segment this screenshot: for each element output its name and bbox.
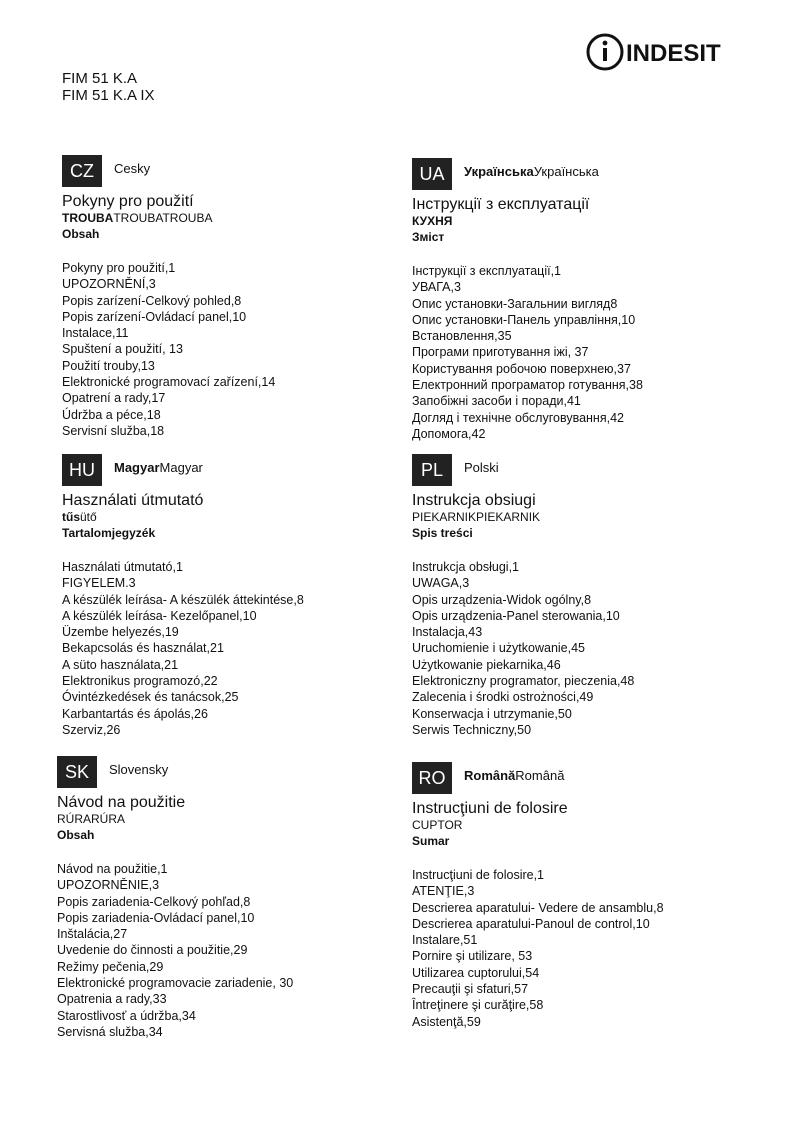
toc-entry: Elektronikus programozó,22 [62,674,218,689]
language-code-badge: HU [62,454,102,486]
toc-entry: UWAGA,3 [412,576,470,591]
product-name: PIEKARNIKPIEKARNIK [412,510,541,524]
toc-entry: Instalare,51 [412,933,478,948]
toc-entry: Uruchomienie i użytkowanie,45 [412,641,586,656]
section-title: Instrukcja obsiugi [412,492,536,509]
toc-entry: Întreţinere şi curăţire,58 [412,998,544,1013]
toc-entry: Opis urządzenia-Widok ogólny,8 [412,592,592,607]
contents-heading: Spis treści [412,526,473,540]
section-title: Instrucţiuni de folosire [412,800,568,817]
toc-entry: УВАГА,3 [412,280,461,295]
toc-entry: Descrierea aparatului- Vedere de ansamblu,8 [412,900,664,915]
product-name: tűsütő [62,510,97,524]
toc-entry: Óvintézkedések és tanácsok,25 [62,690,239,705]
language-name: RomânăRomână [464,768,565,783]
toc-entry: Opatrenia a rady,33 [57,992,167,1007]
section-title: Návod na použitie [57,794,186,811]
language-name: Slovensky [109,762,169,777]
toc-entry: UPOZORNĚNIE,3 [57,878,160,893]
toc-entry: Inštalácia,27 [57,927,128,942]
section-hu [62,454,392,738]
toc-entry: Üzembe helyezés,19 [62,625,179,640]
contents-heading: Obsah [62,227,100,241]
toc-entry: Popis zarízení-Celkový pohled,8 [62,293,242,308]
toc-entry: ATENŢIE,3 [412,884,475,899]
toc-entry: Użytkowanie piekarnika,46 [412,657,561,672]
table-of-contents [62,260,392,439]
model-list [62,70,155,104]
section-title: Pokyny pro použití [62,193,194,210]
product-name: TROUBATROUBATROUBA [62,211,213,225]
toc-entry: Használati útmutató,1 [62,560,183,574]
toc-entry: Pornire şi utilizare, 53 [412,949,533,964]
toc-entry: Asistenţă,59 [412,1014,481,1029]
toc-entry: Konserwacja i utrzymanie,50 [412,706,572,721]
toc-entry: Instrucţiuni de folosire,1 [412,868,545,882]
model-name: FIM 51 K.A [62,70,138,87]
toc-entry: Uvedenie do činnosti a použitie,29 [57,943,248,958]
language-name: Polski [464,460,499,475]
toc-entry: Servisná služba,34 [57,1024,163,1039]
toc-entry: Instalace,11 [62,326,129,341]
toc-entry: Програми приготування іжі, 37 [412,345,589,360]
toc-entry: Popis zariadenia-Celkový pohľad,8 [57,894,251,909]
toc-entry: Starostlivosť a údržba,34 [57,1008,196,1023]
toc-entry: UPOZORNĚNÍ,3 [62,277,156,292]
language-name: Cesky [114,161,151,176]
contents-heading: Sumar [412,834,450,848]
toc-entry: Descrierea aparatului-Panoul de control,10 [412,916,650,931]
toc-entry: A készülék leírása- A készülék áttekintése,8 [62,592,304,607]
indesit-logo [585,30,735,74]
section-pl [412,454,742,738]
language-code-badge: SK [57,756,97,788]
language-name: УкраїнськаУкраїнська [464,164,599,179]
model-name: FIM 51 K.A IX [62,87,155,104]
toc-entry: Popis zariadenia-Ovládací panel,10 [57,910,255,925]
toc-entry: Електронний програматор готування,38 [412,378,643,393]
toc-entry: Догляд і технічне обслуговування,42 [412,410,624,425]
product-name: КУХНЯ [412,214,453,228]
section-ro [412,762,742,1030]
table-of-contents [412,263,742,442]
toc-entry: Spuštení a použití, 13 [62,342,183,357]
toc-entry: Karbantartás és ápolás,26 [62,706,208,721]
section-ua [412,158,742,442]
contents-heading: Зміст [412,230,445,244]
toc-entry: Precauţii şi sfaturi,57 [412,982,529,997]
toc-entry: Інструкції з експлуатації,1 [412,264,561,278]
language-code-badge: RO [412,762,452,794]
toc-entry: Instalacja,43 [412,625,483,640]
toc-entry: Údržba a péce,18 [62,407,161,422]
section-sk [57,756,387,1040]
language-code-badge: UA [412,158,452,190]
toc-entry: Popis zarízení-Ovládací panel,10 [62,309,247,324]
brand-name: INDESIT [626,40,721,67]
toc-entry: Опис установки-Панель управління,10 [412,312,636,327]
toc-entry: A készülék leírása- Kezelőpanel,10 [62,608,257,623]
toc-entry: Serwis Techniczny,50 [412,722,532,737]
toc-entry: Režimy pečenia,29 [57,959,164,974]
contents-heading: Obsah [57,828,95,842]
toc-entry: Použití trouby,13 [62,358,155,373]
toc-entry: Elektronické programovacie zariadenie, 30 [57,976,294,991]
toc-entry: Instrukcja obsługi,1 [412,560,520,574]
toc-entry: Опис установки-Загальнии вигляд8 [412,296,618,311]
toc-entry: FIGYELEM.3 [62,576,136,591]
toc-entry: Opis urządzenia-Panel sterowania,10 [412,608,620,623]
toc-entry: Elektroniczny programator, pieczenia,48 [412,674,635,689]
language-code-badge: PL [412,454,452,486]
toc-entry: Допомога,42 [412,426,486,441]
section-title: Használati útmutató [62,492,204,509]
toc-entry: Користування робочою поверхнею,37 [412,361,631,376]
section-title: Інструкції з експлуатації [412,196,590,213]
toc-entry: Elektronické programovací zařízení,14 [62,375,276,390]
language-code-badge: CZ [62,155,102,187]
product-name: CUPTOR [412,818,463,832]
toc-entry: Встановлення,35 [412,329,512,344]
table-of-contents [62,559,392,738]
toc-entry: Запобіжні засоби і поради,41 [412,394,581,409]
toc-entry: A süto használata,21 [62,657,179,672]
toc-entry: Szerviz,26 [62,722,121,737]
table-of-contents [412,867,742,1030]
language-name: MagyarMagyar [114,460,203,475]
table-of-contents [412,559,742,738]
toc-entry: Návod na použitie,1 [57,862,168,876]
toc-entry: Utilizarea cuptorului,54 [412,965,540,980]
product-name: RÚRARÚRA [57,812,126,826]
toc-entry: Bekapcsolás és használat,21 [62,641,224,656]
contents-heading: Tartalomjegyzék [62,526,156,540]
toc-entry: Pokyny pro použití,1 [62,261,176,275]
toc-entry: Opatrení a rady,17 [62,391,166,406]
toc-entry: Servisní služba,18 [62,423,165,438]
toc-entry: Zalecenia i środki ostrożności,49 [412,690,594,705]
section-cz [62,155,392,439]
table-of-contents [57,861,387,1040]
